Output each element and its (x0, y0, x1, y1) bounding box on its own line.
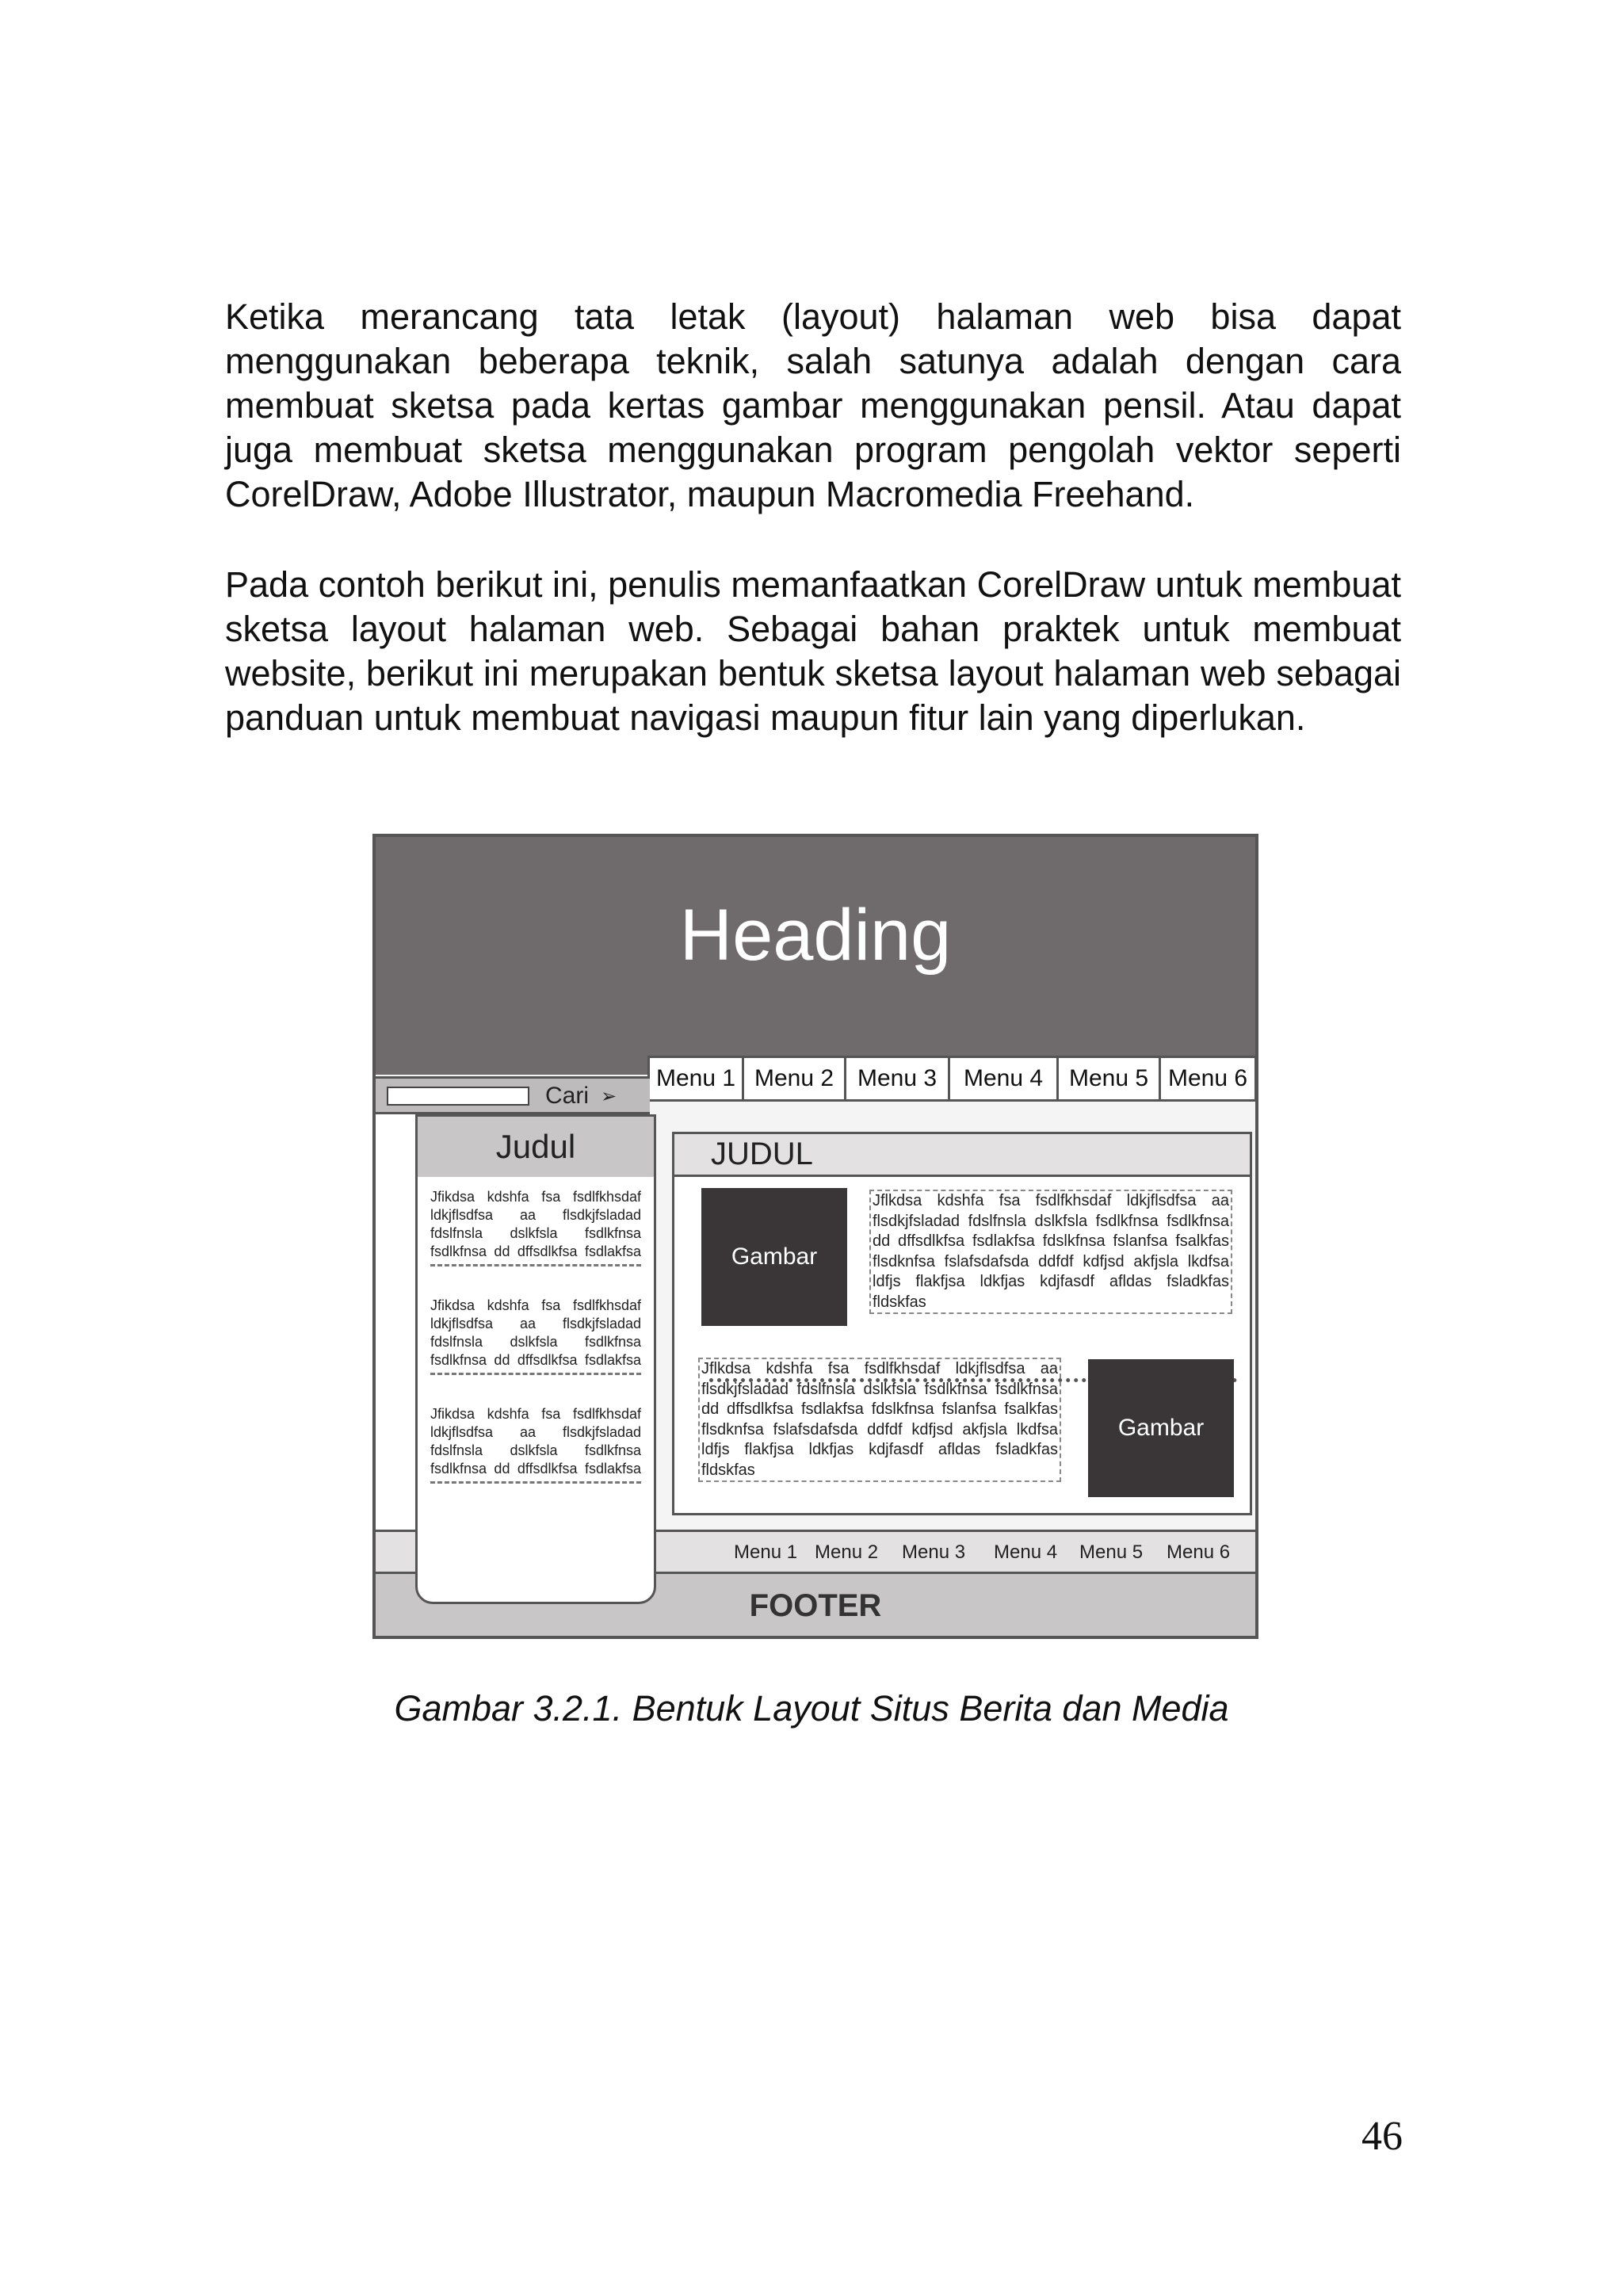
sketch-left-strip (376, 1114, 418, 1576)
figure-caption: Gambar 3.2.1. Bentuk Layout Situs Berita dan Media (394, 1688, 1229, 1729)
sketch-main-title: JUDUL (674, 1134, 1250, 1177)
sketch-top-menu-item: Menu 2 (742, 1056, 846, 1102)
layout-sketch-figure (372, 834, 1258, 1639)
sketch-sidebar-text-block: Jfikdsa kdshfa fsa fsdlfkhsdaf ldkjflsdfsa aa flsdkjfsladad fdslfnsla dslkfsla fsdlkfnsa fsdlkfnsa dd dffsdlkfsa fsdlakfsa (430, 1188, 641, 1266)
sketch-sidebar-text-block: Jfikdsa kdshfa fsa fsdlfkhsdaf ldkjflsdfsa aa flsdkjfsladad fdslfnsla dslkfsla fsdlkfnsa fsdlkfnsa dd dffsdlkfsa fsdlakfsa (430, 1405, 641, 1484)
sketch-top-menu-item: Menu 4 (948, 1056, 1059, 1102)
sketch-sidebar-title: Judul (418, 1117, 654, 1177)
sketch-top-menu-item: Menu 5 (1056, 1056, 1161, 1102)
body-paragraph-1: Ketika merancang tata letak (layout) halaman web bisa dapat menggunakan beberapa teknik, salah satunya adalah dengan cara membuat sketsa pada kertas gambar menggunakan pensil. Atau dapat juga membuat sketsa menggunakan program pengolah vektor seperti CorelDraw, Adobe Illustrator, maupun Macromedia Freehand. (225, 296, 1401, 514)
sketch-article-text: Jflkdsa kdshfa fsa fsdlfkhsdaf ldkjflsdfsa aa flsdkjfsladad fdslfnsla dslkfsla fsdlkfnsa fsdlkfnsa dd dffsdlkfsa fsdlakfsa fdslkfnsa fslanfsa fsalkfas flsdknfsa fslafsdafsda ddfdf kdfjsd akfjsla lkdfsa ldfjs flakfjsa ldkfjas kdjfasdf afldas fsladkfas fldskfas (698, 1358, 1061, 1482)
sketch-bottom-menu-item: Menu 2 (815, 1541, 879, 1563)
sketch-bottom-menu-item: Menu 3 (902, 1541, 966, 1563)
sketch-bottom-menu-item: Menu 4 (994, 1541, 1058, 1563)
body-paragraph-2: Pada contoh berikut ini, penulis memanfaatkan CorelDraw untuk membuat sketsa layout halaman web. Sebagai bahan praktek untuk membuat website, berikut ini merupakan bentuk sketsa layout halaman web sebagai panduan untuk membuat navigasi maupun fitur lain yang diperlukan. (225, 564, 1401, 738)
sketch-bottom-menu-item: Menu 5 (1079, 1541, 1144, 1563)
sketch-heading: Heading (679, 895, 952, 976)
sketch-top-menu-item: Menu 1 (647, 1056, 744, 1102)
arrow-right-icon: ➢ (601, 1086, 617, 1107)
sketch-search-label: Cari (545, 1083, 590, 1109)
sketch-bottom-menu-item: Menu 6 (1167, 1541, 1231, 1563)
sketch-sidebar (415, 1114, 656, 1604)
sketch-top-menu-item: Menu 3 (844, 1056, 950, 1102)
sketch-top-menu (650, 1056, 1257, 1102)
sketch-bottom-menu-item: Menu 1 (734, 1541, 798, 1563)
sketch-main-content (672, 1132, 1252, 1515)
sketch-article-image: Gambar (701, 1188, 847, 1326)
page-number: 46 (1361, 2114, 1403, 2159)
sketch-bottom-menu (734, 1540, 1246, 1565)
sketch-top-menu-item: Menu 6 (1159, 1056, 1257, 1102)
sketch-sidebar-text-block: Jfikdsa kdshfa fsa fsdlfkhsdaf ldkjflsdfsa aa flsdkjfsladad fdslfnsla dslkfsla fsdlkfnsa fsdlkfnsa dd dffsdlkfsa fsdlakfsa (430, 1297, 641, 1375)
sketch-header (376, 837, 1255, 1075)
sketch-article-image: Gambar (1088, 1359, 1234, 1497)
sketch-footer-label: FOOTER (749, 1588, 882, 1623)
sketch-search-bar (376, 1076, 650, 1114)
sketch-article-text: Jflkdsa kdshfa fsa fsdlfkhsdaf ldkjflsdfsa aa flsdkjfsladad fdslfnsla dslkfsla fsdlkfnsa fsdlkfnsa dd dffsdlkfsa fsdlakfsa fdslkfnsa fslanfsa fsalkfas flsdknfsa fslafsdafsda ddfdf kdfjsd akfjsla lkdfsa ldfjs flakfjsa ldkfjas kdjfasdf afldas fsladkfas fldskfas (869, 1190, 1232, 1314)
sketch-search-input (387, 1087, 529, 1106)
